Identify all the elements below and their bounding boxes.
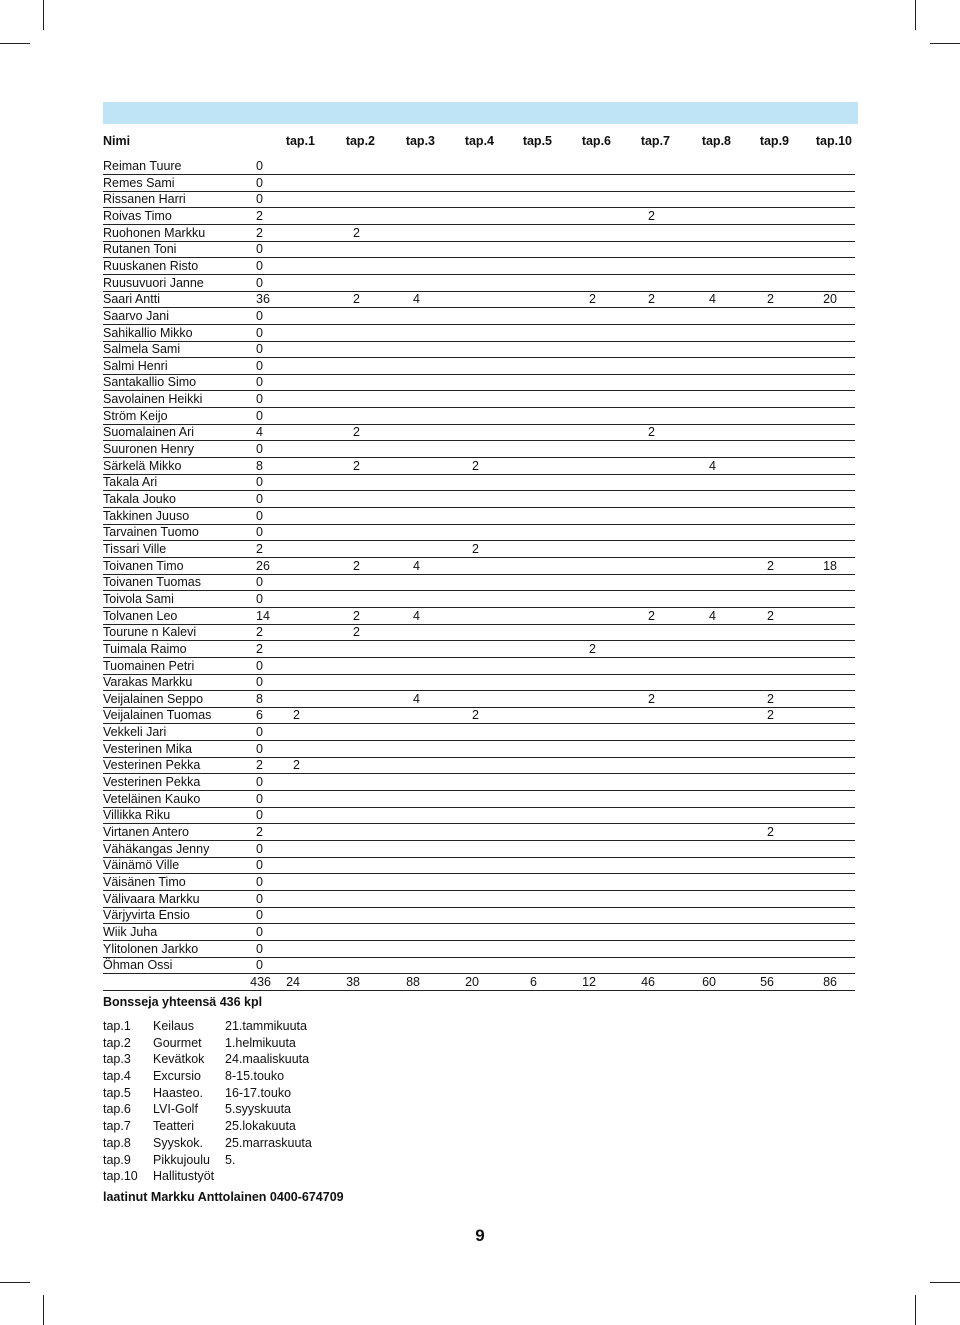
table-row [103,624,855,641]
table-header [103,134,863,152]
total-cell: 0 [256,575,263,590]
person-name: Toivanen Tuomas [103,575,201,590]
total-cell: 0 [256,675,263,690]
total-cell: 0 [256,525,263,540]
total-cell: 0 [256,508,263,523]
tap-cell: 2 [472,708,479,723]
total-cell: 0 [256,392,263,407]
person-name: Roivas Timo [103,208,172,223]
tap-cell: 56 [760,974,774,989]
table-row [103,275,855,292]
legend-date: 25.marraskuuta [225,1135,312,1150]
tap-cell: 60 [702,974,716,989]
total-cell: 0 [256,741,263,756]
total-cell: 4 [256,425,263,440]
tap-cell: 2 [472,541,479,556]
person-name: Veijalainen Seppo [103,691,204,706]
tap-cell: 2 [648,691,655,706]
person-name: Takala Ari [103,475,158,490]
name-column-header: Nimi [103,134,131,148]
total-cell: 0 [256,725,263,740]
tap-cell: 4 [413,608,420,623]
table-row [103,158,855,175]
person-name: Santakallio Simo [103,375,197,390]
tap-column-header: tap.8 [701,134,731,148]
table-row [103,424,855,441]
total-cell: 0 [256,924,263,939]
tap-cell: 2 [767,825,774,839]
table-row [103,924,855,941]
person-name: Tolvanen Leo [103,608,178,623]
tap-column-header: tap.4 [464,134,494,148]
tap-cell: 4 [413,292,420,307]
legend-tap: tap.8 [103,1135,131,1150]
person-name: Saarvo Jani [103,308,170,323]
table-row [103,458,855,475]
table-row [103,508,855,525]
person-name: Ström Keijo [103,408,168,423]
total-cell: 36 [256,292,270,307]
total-cell: 0 [256,908,263,923]
legend-tap: tap.1 [103,1019,131,1033]
legend-event: LVI-Golf [153,1102,198,1117]
table-row [103,791,855,808]
tap-cell: 2 [353,458,360,473]
tap-cell: 2 [353,225,360,240]
tap-cell: 2 [648,608,655,623]
tap-cell: 86 [823,974,837,989]
tap-column-header: tap.1 [285,134,315,148]
person-name: Suomalainen Ari [103,425,195,440]
table-row [103,891,855,908]
person-name: Virtanen Antero [103,825,189,839]
tap-cell: 38 [346,974,360,989]
person-name: Väinämö Ville [103,858,180,873]
total-cell: 0 [256,891,263,906]
person-name: Ylitolonen Jarkko [103,941,199,956]
table-row [103,558,855,575]
tap-column-header: tap.6 [581,134,611,148]
total-cell: 2 [256,825,263,839]
tap-cell: 2 [353,292,360,307]
total-cell: 0 [256,275,263,290]
person-name: Tuimala Raimo [103,641,187,656]
tap-cell: 2 [293,758,300,773]
table-row [103,175,855,192]
total-cell: 26 [256,558,270,573]
table-row [103,741,855,758]
total-cell: 2 [256,641,263,656]
person-name: Suuronen Henry [103,442,195,457]
person-name: Salmela Sami [103,342,181,357]
legend-tap: tap.7 [103,1119,131,1134]
table-row [103,541,855,558]
crop-mark [0,43,30,44]
tap-cell: 18 [823,558,837,573]
tap-cell: 4 [413,558,420,573]
legend-event: Teatteri [153,1119,194,1134]
person-name: Tarvainen Tuomo [103,525,199,540]
total-cell: 0 [256,591,263,606]
table-row [103,258,855,275]
tap-cell: 2 [353,625,360,640]
total-cell: 6 [256,708,263,723]
tap-cell: 2 [648,208,655,223]
tap-cell: 24 [286,974,300,989]
table-row [103,857,855,874]
table-row [103,341,855,358]
legend-date: 16-17.touko [225,1085,292,1100]
person-name: Remes Sami [103,175,175,190]
table-row [103,441,855,458]
tap-cell: 2 [767,691,774,706]
tap-cell: 2 [767,558,774,573]
tap-cell: 4 [413,691,420,706]
person-name: Tuomainen Petri [103,658,195,673]
person-name: Toivola Sami [103,591,174,606]
table-row [103,524,855,541]
legend-date: 5.syyskuuta [225,1102,292,1117]
tap-cell: 2 [767,708,774,723]
person-name: Takkinen Juuso [103,508,190,523]
table-row [103,225,855,242]
legend-event: Haasteo. [153,1085,204,1100]
person-name: Särkelä Mikko [103,458,182,473]
person-name: Ruusuvuori Janne [103,275,204,290]
crop-mark [930,43,960,44]
total-cell: 0 [256,342,263,357]
total-cell: 2 [256,541,263,556]
total-cell: 2 [256,225,263,240]
table-row [103,391,855,408]
table-row [103,574,855,591]
person-name: Vesterinen Mika [103,741,192,756]
total-cell: 8 [256,458,263,473]
tap-cell: 2 [353,608,360,623]
bonus-summary: Bonsseja yhteensä 436 kpl [103,995,263,1009]
total-cell: 14 [256,608,270,623]
legend-tap: tap.3 [103,1052,131,1067]
total-cell: 0 [256,375,263,390]
table-row [103,374,855,391]
tap-cell: 2 [648,292,655,307]
table-row [103,841,855,858]
crop-mark [43,0,44,30]
person-name: Tissari Ville [103,541,167,556]
page-number: 9 [475,1226,485,1245]
tap-cell: 2 [767,608,774,623]
legend-date: 24.maaliskuuta [225,1052,310,1067]
table-row [103,757,855,774]
person-name: Salmi Henri [103,358,168,373]
table-row [103,724,855,741]
tap-cell: 2 [767,292,774,307]
person-name: Villikka Riku [103,808,171,823]
person-name: Vähäkangas Jenny [103,841,210,856]
total-cell: 0 [256,941,263,956]
person-name: Öhman Ossi [103,958,173,973]
table-row [103,491,855,508]
table-row [103,674,855,691]
tap-cell: 2 [353,425,360,440]
total-cell: 0 [256,175,263,190]
tap-cell: 2 [589,292,596,307]
legend-event: Kevätkok [153,1052,205,1067]
total-cell: 2 [256,758,263,773]
table-row [103,807,855,824]
totals-row [103,974,855,991]
total-cell: 0 [256,325,263,340]
tap-cell: 2 [589,641,596,656]
legend-event: Syyskok. [153,1135,204,1150]
tap-cell: 20 [823,292,837,307]
person-name: Värjyvirta Ensio [103,908,190,923]
person-name: Wiik Juha [103,924,158,939]
legend-tap: tap.9 [103,1152,131,1167]
tap-cell: 4 [709,292,716,307]
tap-cell: 2 [293,708,300,723]
person-name: Toivanen Timo [103,558,184,573]
table-row [103,641,855,658]
legend-tap: tap.4 [103,1069,131,1084]
author-line: laatinut Markku Anttolainen 0400-674709 [103,1190,344,1204]
crop-mark [915,0,916,30]
legend-tap: tap.10 [103,1169,138,1184]
person-name: Savolainen Heikki [103,392,203,407]
total-cell: 0 [256,958,263,973]
total-cell: 0 [256,258,263,273]
table-row [103,308,855,325]
total-cell: 0 [256,808,263,823]
table-row [103,591,855,608]
table-row [103,957,855,974]
table-row [103,608,855,625]
legend-event: Pikkujoulu [153,1152,210,1167]
table-row [103,774,855,791]
total-cell: 0 [256,841,263,856]
table-row [103,941,855,958]
table-row [103,874,855,891]
tap-cell: 88 [406,974,420,989]
crop-mark [915,1295,916,1325]
total-cell: 0 [256,308,263,323]
legend-event: Keilaus [153,1019,194,1033]
total-cell: 0 [256,475,263,490]
total-cell: 0 [256,159,263,173]
tap-column-header: tap.5 [522,134,552,148]
person-name: Vesterinen Pekka [103,758,201,773]
tap-cell: 4 [709,608,716,623]
tap-column-header: tap.10 [815,134,852,148]
crop-mark [43,1295,44,1325]
person-name: Varakas Markku [103,675,193,690]
tap-cell: 20 [465,974,479,989]
total-cell: 0 [256,858,263,873]
legend-event: Hallitustyöt [153,1169,215,1184]
tap-cell: 2 [648,425,655,440]
person-name: Takala Jouko [103,492,176,506]
total-cell: 8 [256,691,263,706]
table-row [103,241,855,258]
crop-mark [0,1282,30,1283]
header-band [103,102,858,124]
person-name: Ruuskanen Risto [103,258,199,273]
tap-cell: 2 [472,458,479,473]
table-row [103,474,855,491]
table-row [103,191,855,208]
person-name: Veijalainen Tuomas [103,708,212,723]
legend-tap: tap.5 [103,1085,131,1100]
tap-column-header: tap.7 [640,134,670,148]
tap-cell: 4 [709,458,716,473]
tap-column-header: tap.3 [405,134,435,148]
total-cell: 0 [256,658,263,673]
person-name: Sahikallio Mikko [103,325,193,340]
legend-tap: tap.6 [103,1102,131,1117]
total-cell: 0 [256,791,263,806]
tap-cell: 46 [641,974,655,989]
tap-column-header: tap.2 [345,134,375,148]
person-name: Tourune n Kalevi [103,625,197,640]
table-row [103,707,855,724]
tap-cell: 12 [582,974,596,989]
person-name: Vekkeli Jari [103,725,167,740]
legend-date: 8-15.touko [225,1069,285,1084]
person-name: Välivaara Markku [103,891,200,906]
tap-cell: 2 [353,558,360,573]
total-cell: 2 [256,208,263,223]
table-row [103,907,855,924]
total-cell: 0 [256,442,263,457]
person-name: Saari Antti [103,292,160,307]
total-cell: 0 [256,492,263,506]
table-row [103,325,855,342]
table-row [103,824,855,841]
person-name: Veteläinen Kauko [103,791,201,806]
person-name: Rissanen Harri [103,192,186,207]
table-row [103,408,855,425]
crop-mark [930,1282,960,1283]
table-row [103,658,855,675]
total-cell: 436 [250,974,271,989]
legend-date: 25.lokakuuta [225,1119,296,1134]
person-name: Vesterinen Pekka [103,775,201,790]
legend-date: 1.helmikuuta [225,1035,296,1050]
table-row [103,291,855,308]
tap-cell: 6 [530,974,537,989]
table-row [103,691,855,708]
legend-event: Excursio [153,1069,201,1084]
total-cell: 0 [256,874,263,889]
total-cell: 2 [256,625,263,640]
person-name: Rutanen Toni [103,242,177,257]
total-cell: 0 [256,358,263,373]
legend-tap: tap.2 [103,1035,131,1050]
table-row [103,358,855,375]
person-name: Reiman Tuure [103,159,182,173]
legend-date: 5. [225,1152,236,1167]
total-cell: 0 [256,408,263,423]
total-cell: 0 [256,192,263,207]
person-name: Väisänen Timo [103,874,186,889]
legend-event: Gourmet [153,1035,202,1050]
person-name: Ruohonen Markku [103,225,206,240]
legend-date: 21.tammikuuta [225,1019,307,1033]
total-cell: 0 [256,775,263,790]
table-row [103,208,855,225]
tap-column-header: tap.9 [759,134,789,148]
total-cell: 0 [256,242,263,257]
